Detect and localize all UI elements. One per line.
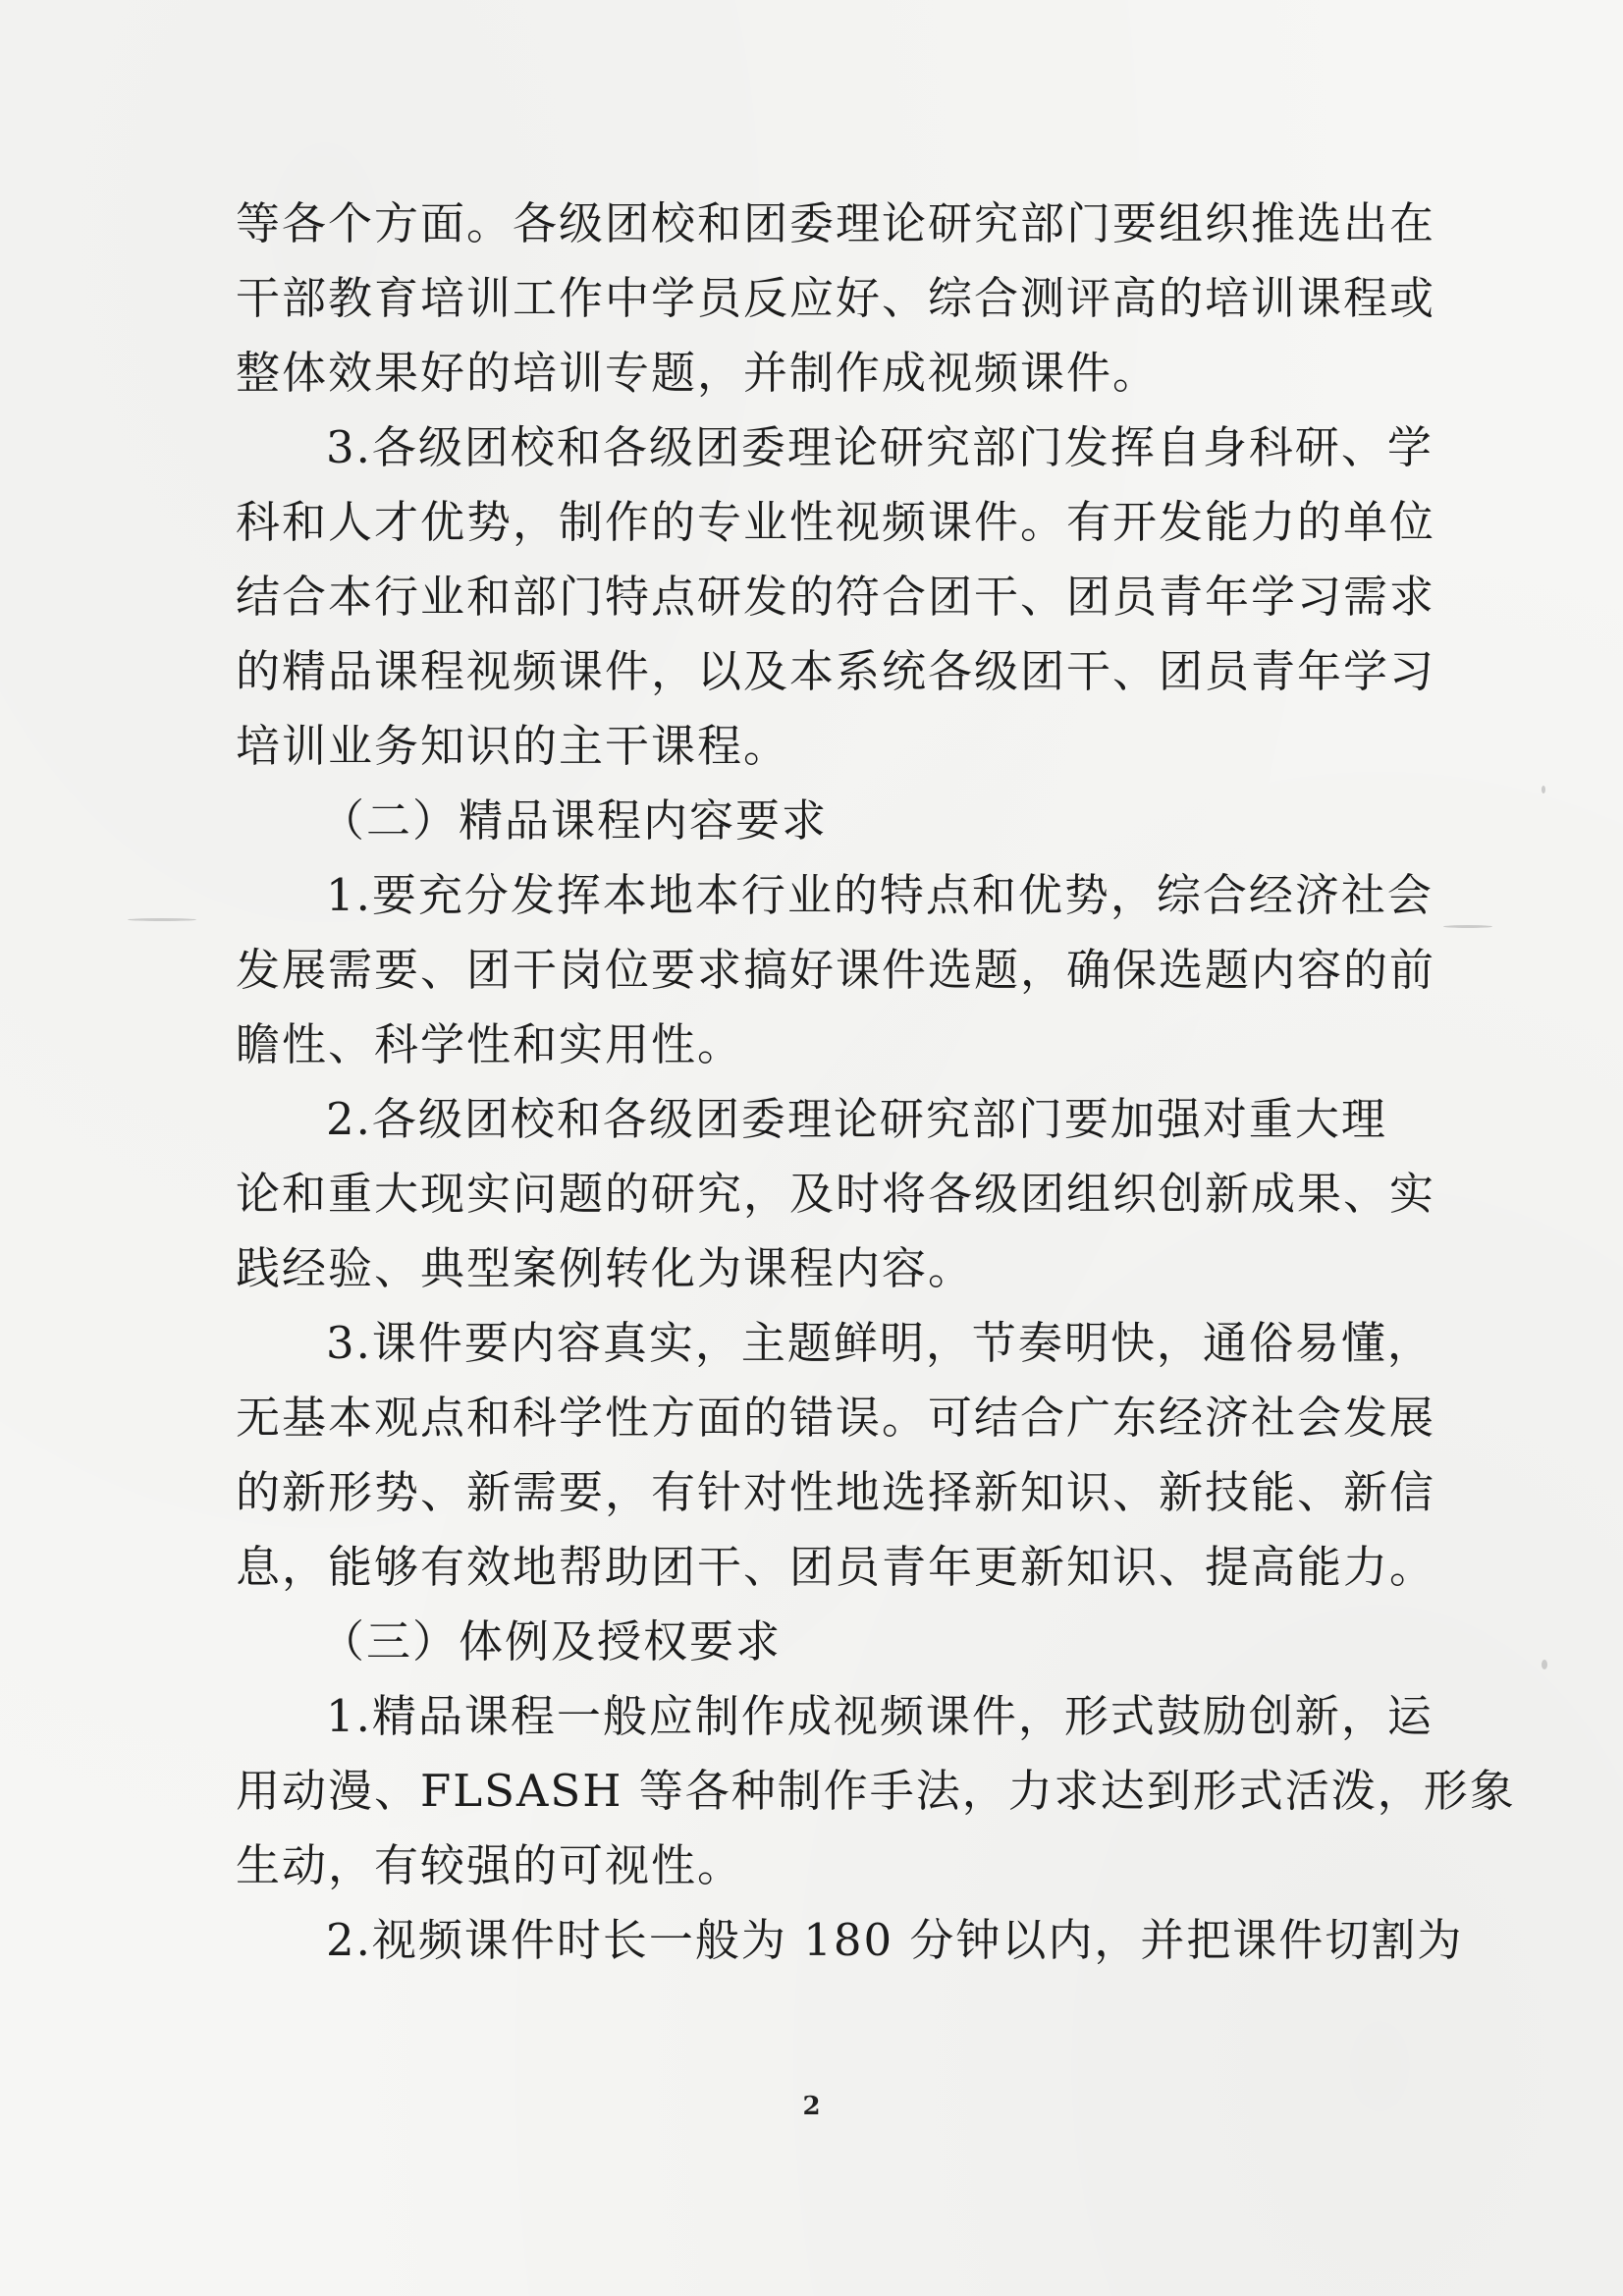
paragraph-first-line: 3.课件要内容真实，主题鲜明，节奏明快，通俗易懂， xyxy=(326,1317,1434,1369)
text-line: 无基本观点和科学性方面的错误。可结合广东经济社会发展 xyxy=(236,1392,1436,1444)
text-line: 科和人才优势，制作的专业性视频课件。有开发能力的单位 xyxy=(236,496,1436,548)
page-number: 2 xyxy=(802,2092,821,2121)
text-line: 发展需要、团干岗位要求搞好课件选题，确保选题内容的前 xyxy=(236,944,1436,996)
text-line: 践经验、典型案例转化为课程内容。 xyxy=(236,1242,975,1294)
scan-speck xyxy=(1443,925,1492,928)
text-line: 用动漫、FLSASH 等各种制作手法，力求达到形式活泼，形象 xyxy=(236,1765,1516,1817)
text-line: 论和重大现实问题的研究，及时将各级团组织创新成果、实 xyxy=(236,1168,1436,1220)
body-text xyxy=(236,187,1516,1978)
section-heading: （二）精品课程内容要求 xyxy=(320,794,829,847)
scan-speck xyxy=(1542,1660,1547,1669)
text-line: 瞻性、科学性和实用性。 xyxy=(236,1018,744,1070)
paragraph-first-line: 2.视频课件时长一般为 180 分钟以内，并把课件切割为 xyxy=(326,1914,1464,1966)
paragraph-first-line: 1.要充分发挥本地本行业的特点和优势，综合经济社会 xyxy=(326,869,1434,921)
paragraph-first-line: 1.精品课程一般应制作成视频课件，形式鼓励创新，运 xyxy=(326,1690,1434,1742)
text-line: 结合本行业和部门特点研发的符合团干、团员青年学习需求 xyxy=(236,571,1436,623)
section-heading: （三）体例及授权要求 xyxy=(320,1615,783,1667)
text-line: 培训业务知识的主干课程。 xyxy=(236,720,790,772)
text-line: 生动，有较强的可视性。 xyxy=(236,1839,744,1891)
text-line: 干部教育培训工作中学员反应好、综合测评高的培训课程或 xyxy=(236,272,1436,324)
text-line: 整体效果好的培训专题，并制作成视频课件。 xyxy=(236,347,1160,399)
text-line: 息，能够有效地帮助团干、团员青年更新知识、提高能力。 xyxy=(236,1541,1436,1593)
scan-speck xyxy=(128,918,196,921)
paragraph-first-line: 3.各级团校和各级团委理论研究部门发挥自身科研、学 xyxy=(326,421,1434,473)
paragraph-first-line: 2.各级团校和各级团委理论研究部门要加强对重大理 xyxy=(326,1093,1387,1145)
text-line: 的精品课程视频课件，以及本系统各级团干、团员青年学习 xyxy=(236,645,1436,697)
scan-speck xyxy=(1542,786,1545,793)
text-line: 等各个方面。各级团校和团委理论研究部门要组织推选出在 xyxy=(236,197,1436,249)
text-line: 的新形势、新需要，有针对性地选择新知识、新技能、新信 xyxy=(236,1466,1436,1518)
